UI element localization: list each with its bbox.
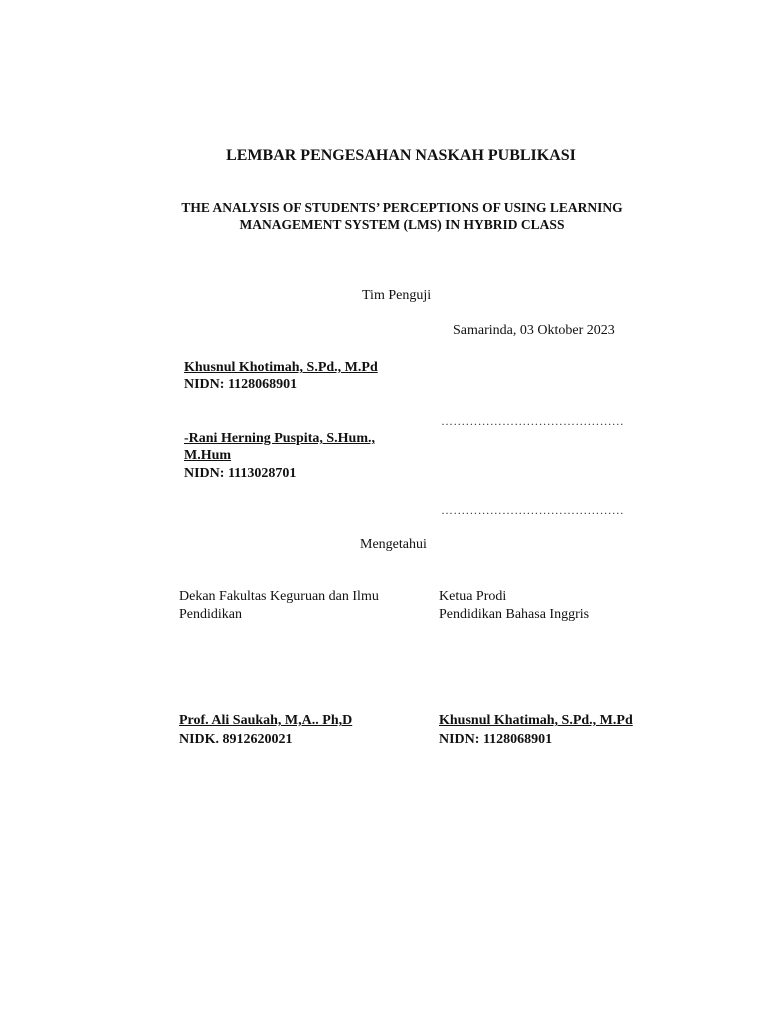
head-of-program-title-line-2: Pendidikan Bahasa Inggris xyxy=(439,607,590,622)
dean-title-line-1: Dekan Fakultas Keguruan dan Ilmu xyxy=(179,589,379,604)
head-of-program-title-line-1: Ketua Prodi xyxy=(439,589,507,604)
examiner-1-name: Khusnul Khotimah, S.Pd., M.Pd xyxy=(184,360,378,375)
head-of-program-id: NIDN: 1128068901 xyxy=(439,732,553,747)
head-of-program-name: Khusnul Khatimah, S.Pd., M.Pd xyxy=(439,713,633,728)
examiner-2-name-line-1: -Rani Herning Puspita, S.Hum., xyxy=(184,431,375,446)
signature-line-1: ……………………………………… xyxy=(441,414,624,428)
subtitle-line-1: THE ANALYSIS OF STUDENTS’ PERCEPTIONS OF USING LEARNING xyxy=(181,200,623,215)
document-title: LEMBAR PENGESAHAN NASKAH PUBLIKASI xyxy=(226,147,576,164)
examiner-1-id: NIDN: 1128068901 xyxy=(184,377,298,392)
acknowledge-label: Mengetahui xyxy=(360,537,427,552)
signature-line-2: ……………………………………… xyxy=(441,503,624,517)
team-heading: Tim Penguji xyxy=(362,288,432,303)
place-date: Samarinda, 03 Oktober 2023 xyxy=(453,323,615,338)
dean-title-line-2: Pendidikan xyxy=(179,607,242,622)
document-subtitle xyxy=(0,199,768,233)
dean-name: Prof. Ali Saukah, M,A.. Ph,D xyxy=(179,713,353,728)
examiner-2-id: NIDN: 1113028701 xyxy=(184,466,297,481)
examiner-2-name-line-2: M.Hum xyxy=(184,448,232,463)
subtitle-line-2: MANAGEMENT SYSTEM (LMS) IN HYBRID CLASS xyxy=(239,217,565,232)
dean-id: NIDK. 8912620021 xyxy=(179,732,293,747)
